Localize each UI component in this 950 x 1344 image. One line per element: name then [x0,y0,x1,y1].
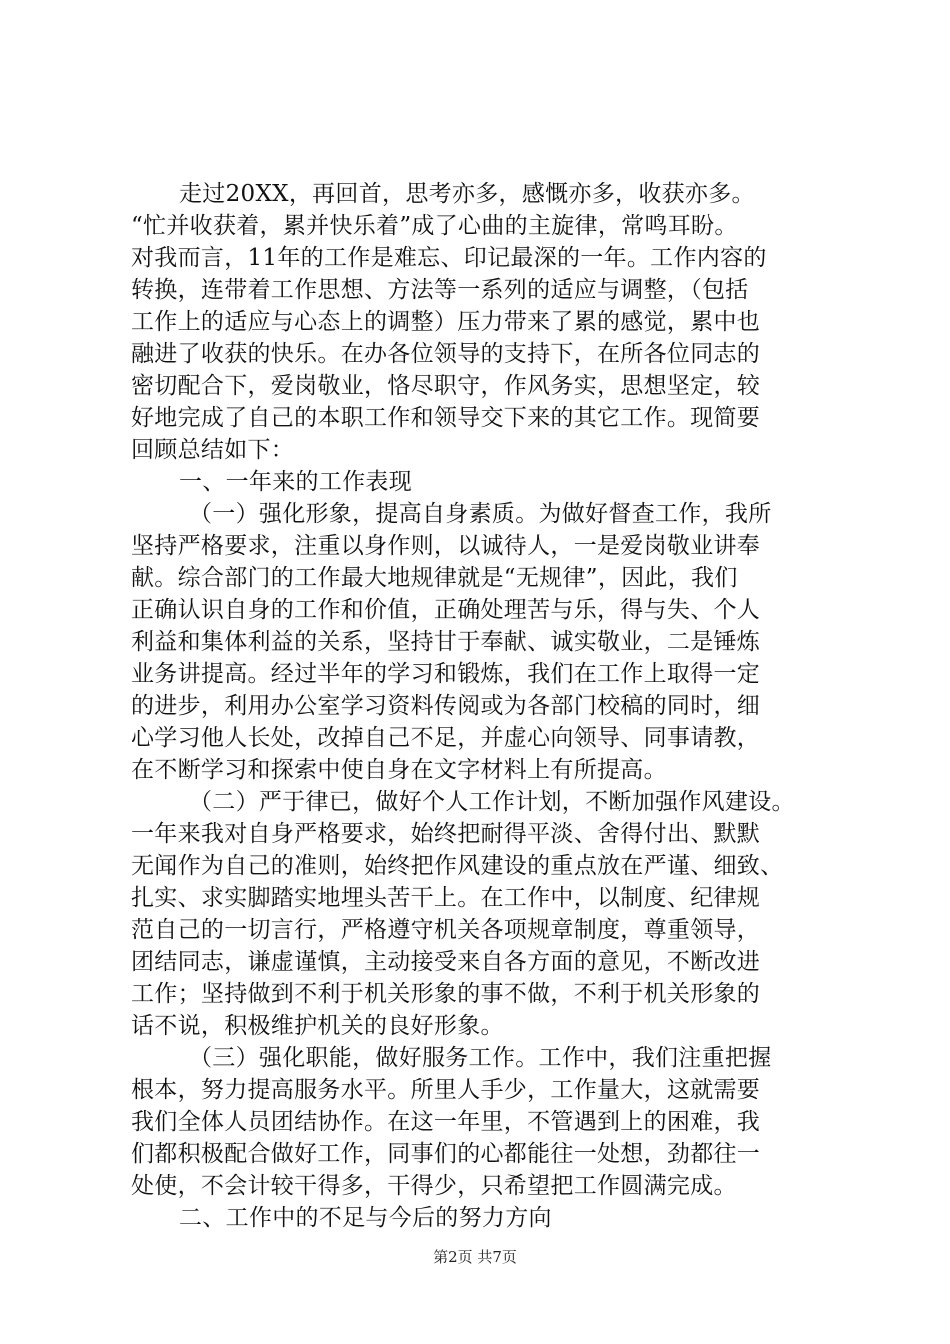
paragraph-line: 心学习他人长处，改掉自己不足，并虚心向领导、同事请教， [131,725,761,751]
paragraph-line: 根本，努力提高服务水平。所里人手少，工作量大，这就需要 [131,1077,761,1103]
paragraph-line: 扎实、求实脚踏实地埋头苦干上。在工作中，以制度、纪律规 [131,885,761,911]
paragraph-line: 正确认识自身的工作和价值，正确处理苦与乐，得与失、个人 [131,597,761,623]
paragraph-line: 处使，不会计较干得多，干得少，只希望把工作圆满完成。 [131,1173,737,1199]
section-heading: 一、一年来的工作表现 [179,469,412,495]
paragraph-line: 工作；坚持做到不利于机关形象的事不做，不利于机关形象的 [131,981,761,1007]
document-body [131,178,831,1234]
paragraph-line: （三）强化职能，做好服务工作。工作中，我们注重把握 [189,1045,772,1071]
paragraph-line: 献。综合部门的工作最大地规律就是“无规律”，因此，我们 [131,565,738,591]
paragraph-line: 工作上的适应与心态上的调整）压力带来了累的感觉，累中也 [131,309,761,335]
paragraph-line: （二）严于律已，做好个人工作计划，不断加强作风建设。 [189,789,795,815]
paragraph-line: 的进步，利用办公室学习资料传阅或为各部门校稿的同时，细 [131,693,761,719]
paragraph-line: 无闻作为自己的准则，始终把作风建设的重点放在严谨、细致、 [131,853,784,879]
paragraph-line: 话不说，积极维护机关的良好形象。 [131,1013,504,1039]
paragraph-line: （一）强化形象，提高自身素质。为做好督查工作，我所 [189,501,772,527]
paragraph-line: 坚持严格要求，注重以身作则，以诚待人，一是爱岗敬业讲奉 [131,533,761,559]
paragraph-line: 业务讲提高。经过半年的学习和锻炼，我们在工作上取得一定 [131,661,761,687]
paragraph-line: 对我而言，11年的工作是难忘、印记最深的一年。工作内容的 [131,245,767,271]
paragraph-line: “忙并收获着，累并快乐着”成了心曲的主旋律，常鸣耳盼。 [131,213,738,239]
paragraph-line: 回顾总结如下： [131,437,295,463]
paragraph-line: 一年来我对自身严格要求，始终把耐得平淡、舍得付出、默默 [131,821,761,847]
paragraph-line: 密切配合下，爱岗敬业，恪尽职守，作风务实，思想坚定，较 [131,373,761,399]
paragraph-line: 团结同志，谦虚谨慎，主动接受来自各方面的意见，不断改进 [131,949,761,975]
page-number-footer: 第2页 共7页 [433,1248,517,1266]
paragraph-line: 融进了收获的快乐。在办各位领导的支持下，在所各位同志的 [131,341,761,367]
section-heading: 二、工作中的不足与今后的努力方向 [179,1205,552,1231]
paragraph-line: 好地完成了自己的本职工作和领导交下来的其它工作。现简要 [131,405,761,431]
paragraph-line: 利益和集体利益的关系，坚持甘于奉献、诚实敬业，二是锤炼 [131,629,761,655]
paragraph-line: 转换，连带着工作思想、方法等一系列的适应与调整，（包括 [131,277,749,303]
paragraph-line: 走过20XX，再回首，思考亦多，感慨亦多，收获亦多。 [179,181,755,207]
paragraph-line: 范自己的一切言行，严格遵守机关各项规章制度，尊重领导， [131,917,761,943]
paragraph-line: 我们全体人员团结协作。在这一年里，不管遇到上的困难，我 [131,1109,761,1135]
paragraph-line: 们都积极配合做好工作，同事们的心都能往一处想，劲都往一 [131,1141,761,1167]
paragraph-line: 在不断学习和探索中使自身在文字材料上有所提高。 [131,757,667,783]
